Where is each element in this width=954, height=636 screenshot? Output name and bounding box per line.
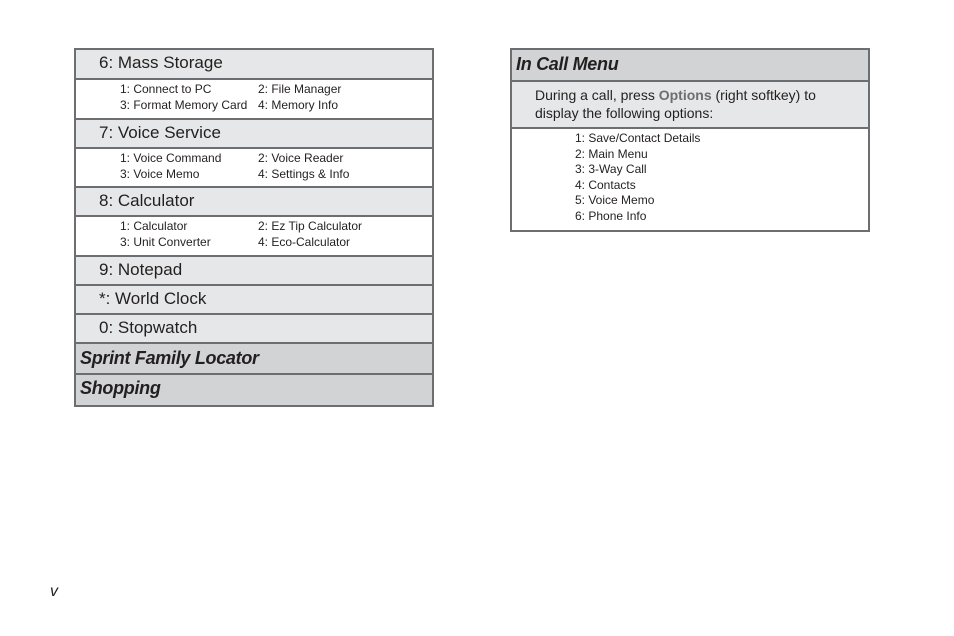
left-menu-box [74, 48, 434, 407]
shopping-title: Shopping [80, 378, 161, 398]
calculator-header [76, 188, 432, 217]
options-line [120, 167, 432, 183]
voice-service-title: 7: Voice Service [99, 123, 221, 142]
options-line [120, 219, 432, 235]
mass-storage-header [76, 50, 432, 80]
option-item: 2: File Manager [258, 82, 342, 96]
list-item: 2: Main Menu [575, 146, 648, 161]
options-line [120, 235, 432, 251]
list-item: 4: Contacts [575, 177, 636, 192]
shopping-header [76, 375, 432, 405]
in-call-menu-header [512, 50, 868, 82]
notepad-title: 9: Notepad [99, 260, 183, 279]
options-line [120, 82, 432, 98]
in-call-menu-box [510, 48, 870, 232]
voice-service-header [76, 120, 432, 149]
notepad-header [76, 257, 432, 286]
options-line [120, 151, 432, 167]
option-item: 4: Memory Info [258, 97, 339, 112]
in-call-menu-description [512, 82, 868, 129]
voice-service-options [76, 149, 432, 188]
list-item: 1: Save/Contact Details [575, 131, 701, 145]
stopwatch-header [76, 315, 432, 344]
description-text: (right softkey) to display the following options: [535, 87, 816, 121]
sprint-family-locator-title: Sprint Family Locator [80, 348, 259, 368]
page-number: v [50, 583, 58, 600]
option-item: 1: Calculator [120, 219, 188, 233]
in-call-options-list [512, 129, 868, 230]
list-item: 3: 3-Way Call [575, 162, 647, 176]
sprint-family-locator-header [76, 344, 432, 375]
options-line [120, 98, 432, 114]
list-item: 6: Phone Info [575, 208, 647, 223]
world-clock-title: *: World Clock [99, 289, 207, 308]
option-item: 3: Unit Converter [120, 234, 211, 249]
option-item: 4: Eco-Calculator [258, 234, 351, 249]
mass-storage-title: 6: Mass Storage [99, 53, 223, 72]
option-item: 1: Connect to PC [120, 82, 212, 96]
option-item: 1: Voice Command [120, 151, 222, 165]
world-clock-header [76, 286, 432, 315]
calculator-title: 8: Calculator [99, 191, 195, 210]
option-item: 4: Settings & Info [258, 166, 350, 181]
option-item: 2: Voice Reader [258, 151, 344, 165]
option-item: 3: Format Memory Card [120, 97, 248, 112]
mass-storage-options [76, 80, 432, 120]
in-call-menu-title: In Call Menu [516, 54, 619, 74]
option-item: 3: Voice Memo [120, 166, 200, 181]
calculator-options [76, 217, 432, 257]
list-item: 5: Voice Memo [575, 193, 655, 207]
options-softkey-label: Options [658, 87, 712, 103]
description-text: During a call, press [535, 87, 659, 103]
option-item: 2: Ez Tip Calculator [258, 219, 363, 233]
stopwatch-title: 0: Stopwatch [99, 318, 198, 337]
